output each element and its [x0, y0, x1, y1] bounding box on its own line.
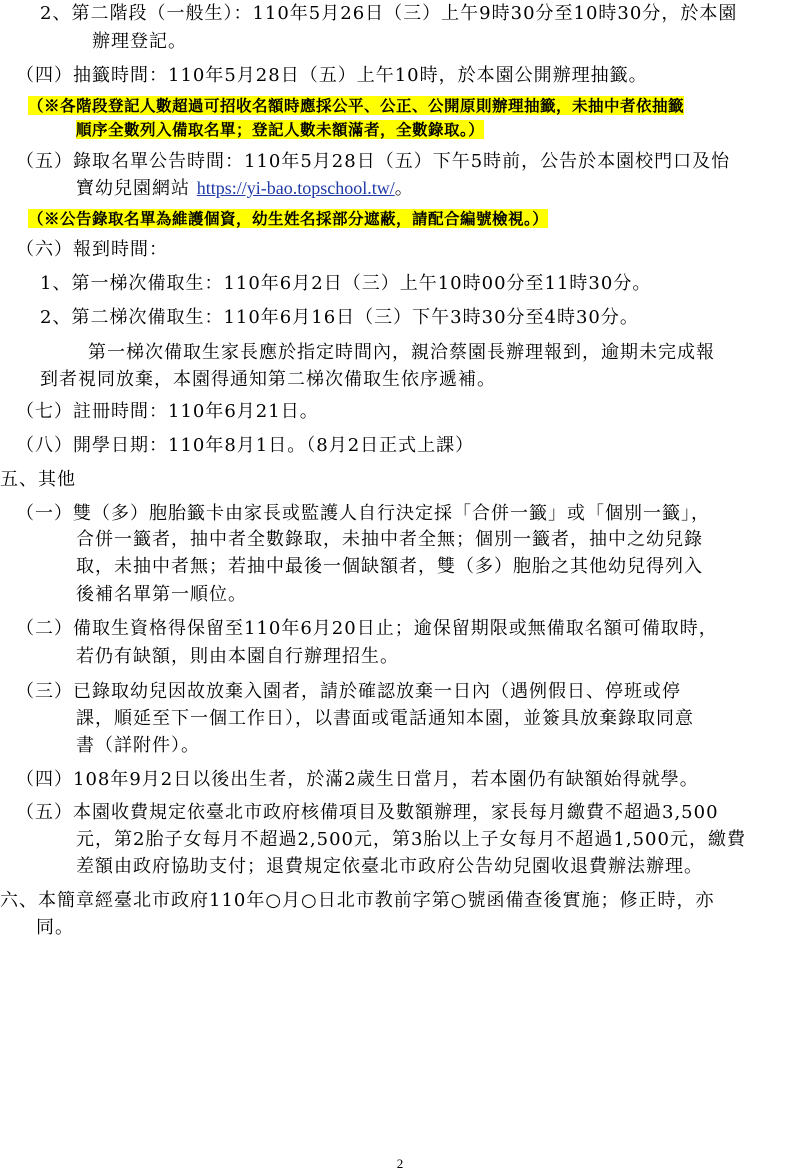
text-line: 後補名單第一順位。: [76, 584, 247, 605]
highlighted-note: [76, 118, 484, 142]
text-line: 元，第2胎子女每月不超過2,500元，第3胎以上子女每月不超過1,500元，繳費: [76, 829, 746, 850]
highlight-text: （※公告錄取名單為維護個資，幼生姓名採部分遮蔽，請配合編號檢視。）: [28, 209, 549, 228]
highlighted-note: [28, 207, 548, 231]
highlight-text: 順序全數列入備取名單；登記人數未額滿者，全數錄取。）: [76, 120, 485, 139]
chapter-heading: 六、本簡章經臺北市政府110年○月○日北市教前字第○號函備查後實施；修正時，亦: [0, 890, 715, 911]
text-fragment: 。: [394, 178, 414, 199]
text-line: 2、第二梯次備取生：110年6月16日（三）下午3時30分至4時30分。: [40, 307, 639, 328]
section-heading: （五）錄取名單公告時間：110年5月28日（五）下午5時前，公告於本園校門口及怡: [16, 151, 731, 172]
section-heading: （一）雙（多）胞胎籤卡由家長或監護人自行決定採「合併一籤」或「個別一籤」，: [16, 503, 710, 524]
section-heading: （四）108年9月2日以後出生者，於滿2歲生日當月，若本園仍有缺額始得就學。: [16, 769, 699, 790]
text-line: 1、第一梯次備取生：110年6月2日（三）上午10時00分至11時30分。: [40, 273, 652, 294]
text-line: 合併一籤者，抽中者全數錄取，未抽中者全無；個別一籤者，抽中之幼兒錄: [76, 529, 703, 550]
text-line: [76, 176, 414, 201]
section-heading: （二）備取生資格得保留至110年6月20日止；逾保留期限或無備取名額可備取時，: [16, 618, 718, 639]
text-line: 辦理登記。: [92, 31, 187, 52]
highlighted-note: [28, 94, 684, 118]
text-line: 差額由政府協助支付；退費規定依臺北市政府公告幼兒園收退費辦法辦理。: [76, 856, 703, 877]
website-link[interactable]: https://yi-bao.topschool.tw/: [196, 178, 395, 198]
section-heading: （五）本園收費規定依臺北市政府核備項目及數額辦理，家長每月繳費不超過3,500: [16, 802, 719, 823]
text-line: 課，順延至下一個工作日），以書面或電話通知本園，並簽具放棄錄取同意: [76, 708, 694, 729]
text-line: 到者視同放棄，本園得通知第二梯次備取生依序遞補。: [40, 369, 496, 390]
section-heading: （七）註冊時間：110年6月21日。: [16, 401, 319, 422]
highlight-text: （※各階段登記人數超過可招收名額時應採公平、公正、公開原則辦理抽籤，未抽中者依抽籤: [28, 96, 685, 115]
chapter-heading: 五、其他: [0, 469, 76, 490]
text-line: 若仍有缺額，則由本園自行辦理招生。: [76, 646, 399, 667]
text-line: 2、第二階段（一般生）：110年5月26日（三）上午9時30分至10時30分，於本園: [40, 3, 738, 24]
text-fragment: 寶幼兒園網站: [76, 178, 197, 199]
section-heading: （八）開學日期：110年8月1日。（8月2日正式上課）: [16, 435, 475, 456]
text-line: 書（詳附件）。: [76, 735, 200, 756]
section-heading: （四）抽籤時間：110年5月28日（五）上午10時，於本園公開辦理抽籤。: [16, 65, 648, 86]
text-line: 同。: [36, 917, 74, 938]
text-line: 取，未抽中者無；若抽中最後一個缺額者，雙（多）胞胎之其他幼兒得列入: [76, 556, 703, 577]
section-heading: （三）已錄取幼兒因故放棄入園者，請於確認放棄一日內（遇例假日、停班或停: [16, 681, 681, 702]
page-number: 2: [396, 1156, 404, 1171]
section-heading: （六）報到時間：: [16, 239, 168, 260]
text-line: 第一梯次備取生家長應於指定時間內，親洽蔡園長辦理報到，逾期未完成報: [88, 342, 715, 363]
